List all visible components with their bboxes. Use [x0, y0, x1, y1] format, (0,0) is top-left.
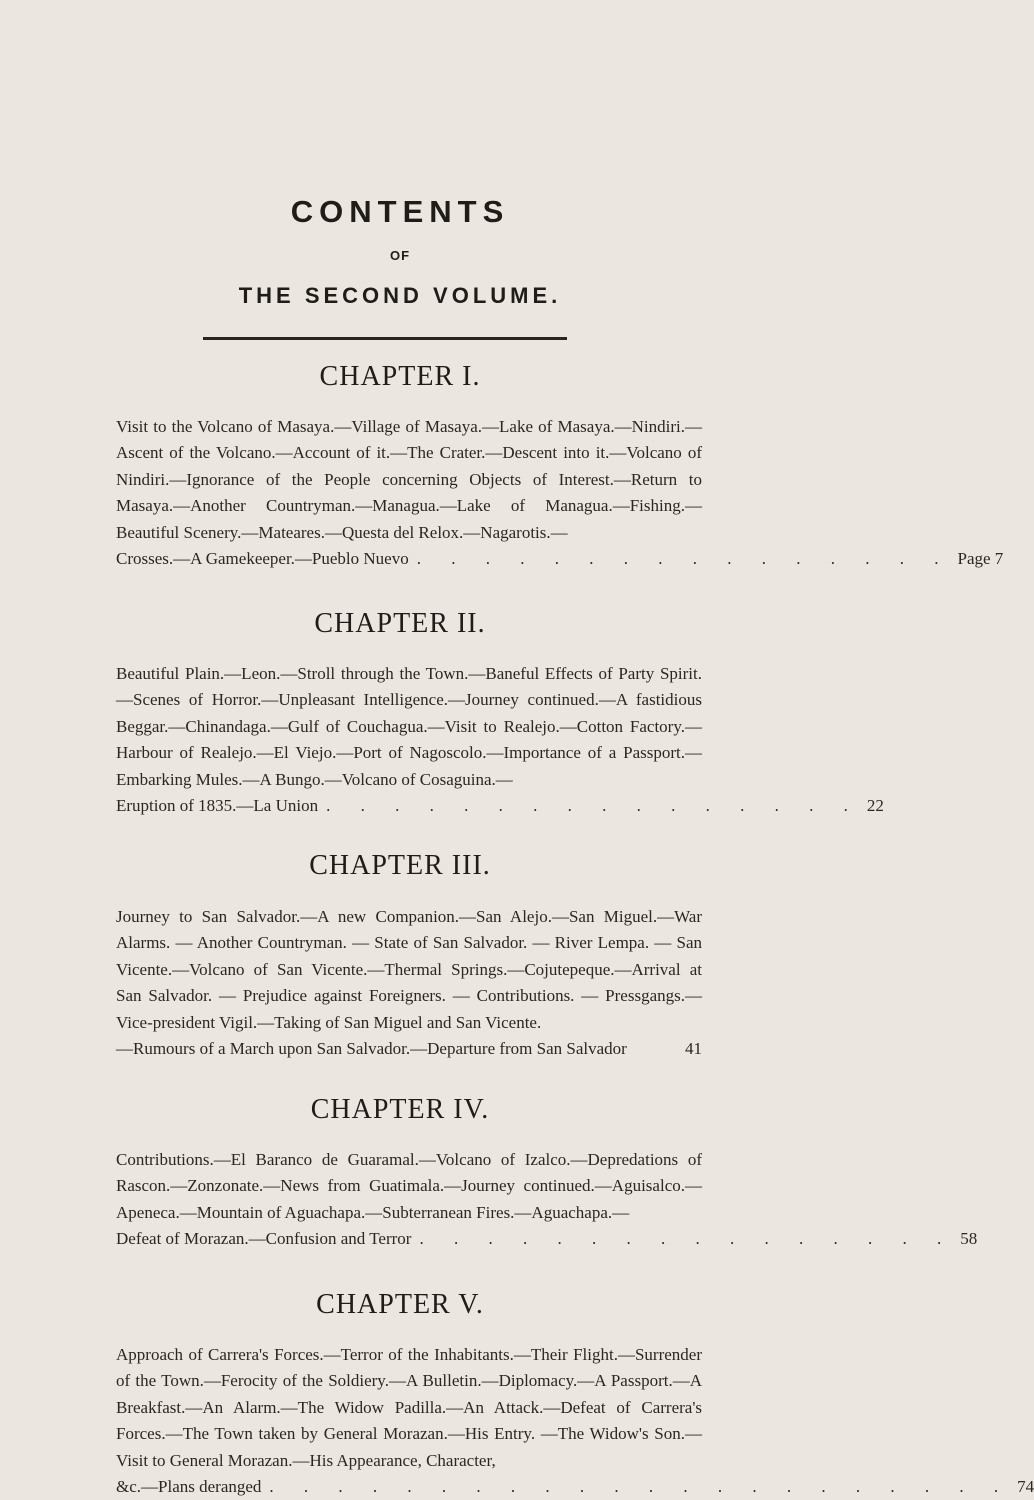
chapter-1-page: Page 7 — [957, 549, 1004, 569]
chapter-4-summary — [116, 1147, 978, 1253]
chapter-4-last-line — [116, 1226, 978, 1252]
chapter-3-last-text: —Rumours of a March upon San Salvador.—Departure from San Salvador — [116, 1039, 627, 1059]
chapter-1-last-line — [116, 546, 1004, 572]
of-label: OF — [389, 248, 411, 263]
chapter-5-last-text: &c.—Plans deranged — [116, 1477, 262, 1497]
volume-title: THE SECOND VOLUME. — [238, 283, 562, 308]
title-rule — [203, 337, 567, 340]
chapter-4-title: CHAPTER IV. — [310, 1094, 490, 1125]
chapter-5-summary — [116, 1342, 1034, 1500]
chapter-4-last-text: Defeat of Morazan.—Confusion and Terror — [116, 1229, 412, 1249]
page-title: CONTENTS — [290, 194, 510, 229]
chapter-5-text: Approach of Carrera's Forces.—Terror of the Inhabitants.—Their Flight.—Surrender of the Town.—Ferocity of the Soldiery.—A Bulletin.—Diplomacy.—A Passport.—A Breakfast.—An Alarm.—The Widow Padilla.—An Attack.—Defeat of Carrera's Forces.—The Town taken by General Morazan.—His Entry. —The Widow's Son.—Visit to General Morazan.—His Appearance, Character, — [116, 1345, 702, 1470]
chapter-5-page: 74 — [1017, 1477, 1034, 1497]
chapter-2-page: 22 — [866, 796, 884, 816]
chapter-5-last-line — [116, 1474, 1034, 1500]
chapter-2-last-text: Eruption of 1835.—La Union — [116, 796, 319, 816]
chapter-3-leader — [627, 1036, 679, 1062]
chapter-4-page: 58 — [960, 1229, 978, 1249]
chapter-2-leader: . . . . . . . . . . . . . . . . — [326, 796, 861, 816]
chapter-3-page: 41 — [685, 1039, 702, 1059]
chapter-3-summary — [116, 904, 702, 1062]
chapter-4-leader: . . . . . . . . . . . . . . . . — [419, 1229, 955, 1249]
chapter-1-leader: . . . . . . . . . . . . . . . . — [416, 549, 952, 569]
chapter-2-summary — [116, 661, 884, 819]
chapter-2-text: Beautiful Plain.—Leon.—Stroll through the Town.—Baneful Effects of Party Spirit.—Scenes of Horror.—Unpleasant Intelligence.—Journey continued.—A fastidious Beggar.—Chinandaga.—Gulf of Couchagua.—Visit to Realejo.—Cotton Factory.—Harbour of Realejo.—El Viejo.—Port of Nagoscolo.—Importance of a Passport.—Embarking Mules.—A Bungo.—Volcano of Cosaguina.— — [116, 664, 702, 789]
chapter-2-last-line — [116, 793, 884, 819]
chapter-1-title: CHAPTER I. — [319, 361, 481, 392]
chapter-5-title: CHAPTER V. — [316, 1289, 484, 1320]
chapter-2-title: CHAPTER II. — [314, 608, 486, 639]
chapter-4-text: Contributions.—El Baranco de Guaramal.—Volcano of Izalco.—Depredations of Rascon.—Zonzonate.—News from Guatimala.—Journey continued.—Aguisalco.—Apeneca.—Mountain of Aguachapa.—Subterranean Fires.—Aguachapa.— — [116, 1150, 702, 1222]
chapter-3-text: Journey to San Salvador.—A new Companion.—San Alejo.—San Miguel.—War Alarms. — Another Countryman. — State of San Salvador. — River Lempa. — San Vicente.—Volcano of San Vicente.—Thermal Springs.—Cojutepeque.—Arrival at San Salvador. — Prejudice against Foreigners. — Contributions. — Pressgangs.—Vice-president Vigil.—Taking of San Miguel and San Vicente. — [116, 907, 702, 1032]
chapter-3-last-line — [116, 1036, 702, 1062]
chapter-1-last-text: Crosses.—A Gamekeeper.—Pueblo Nuevo — [116, 549, 409, 569]
chapter-5-leader: . . . . . . . . . . . . . . . . . . . . . . — [269, 1477, 1012, 1497]
chapter-1-text: Visit to the Volcano of Masaya.—Village of Masaya.—Lake of Masaya.—Nindiri.—Ascent of the Volcano.—Account of it.—The Crater.—Descent into it.—Volcano of Nindiri.—Ignorance of the People concerning Objects of Interest.—Return to Masaya.—Another Countryman.—Managua.—Lake of Managua.—Fishing.—Beautiful Scenery.—Mateares.—Questa del Relox.—Nagarotis.— — [116, 417, 702, 542]
chapter-3-title: CHAPTER III. — [309, 850, 491, 881]
chapter-1-summary — [116, 414, 1004, 572]
